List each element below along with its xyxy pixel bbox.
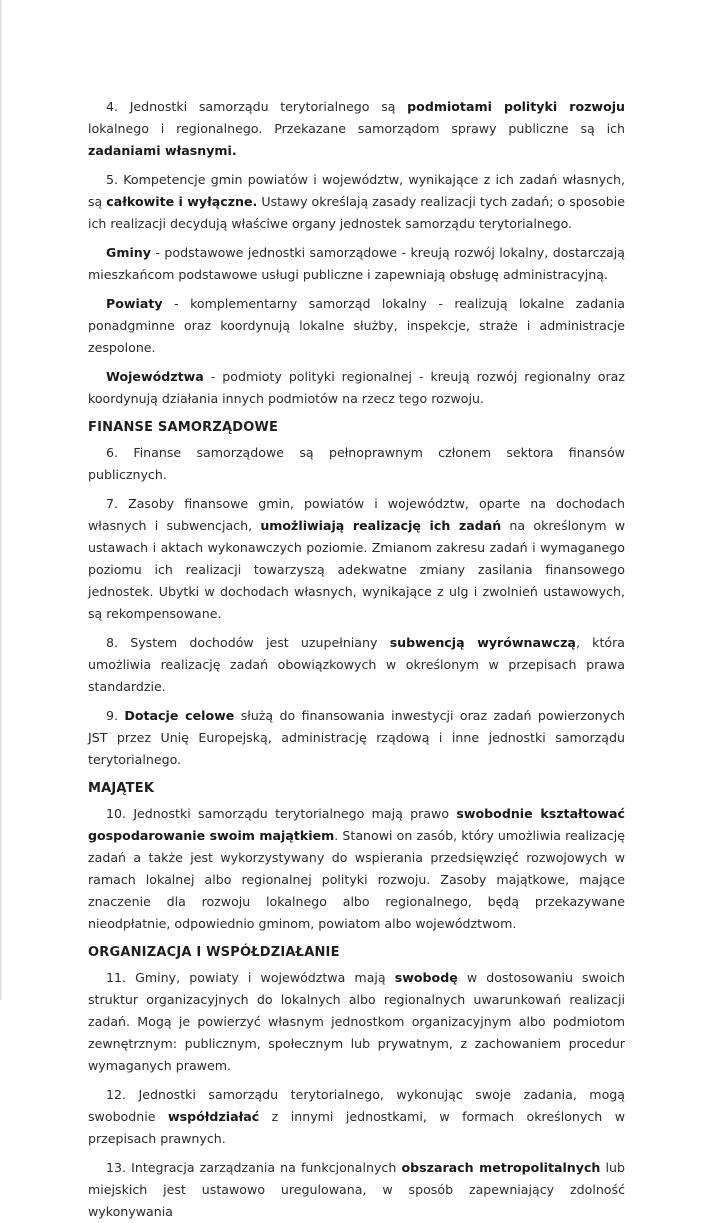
bold-phrase: swobodę (394, 970, 458, 985)
paragraph-7 (88, 493, 625, 625)
text-run: służą do finansowania inwestycji oraz zadań powierzonych JST przez Unię Europejską, administrację rządową i inne jednostki samorządu terytorialnego. (88, 708, 626, 767)
bold-phrase: subwencją wyrównawczą (389, 635, 576, 650)
text-run: na określonym w ustawach i aktach wykonawczych poziomie. Zmianom zakresu zadań i wymaganego poziomu ich realizacji towarzyszą adekwatne zmiany zasilania finansowego jednostek. Ubytki w dochodach własnych, wynikające z ulg i zwolnień ustawowych, są rekompensowane. (88, 518, 626, 621)
text-run: 5. Kompetencje gmin powiatów i województw, wynikające z ich zadań własnych, są (88, 172, 625, 209)
text-run: 10. Jednostki samorządu terytorialnego mają prawo (106, 806, 457, 821)
text-run: 9. (106, 708, 125, 723)
text-run: z innymi jednostkami, w formach określonych w przepisach prawnych. (88, 1109, 626, 1146)
heading-finanse: FINANSE SAMORZĄDOWE (88, 420, 279, 435)
bold-phrase: umożliwiają realizację ich zadań (260, 518, 502, 533)
paragraph-powiaty (88, 293, 625, 359)
bold-phrase: całkowite i wyłączne. (106, 194, 258, 209)
page-edge-shadow (0, 0, 3, 1000)
paragraph-10 (88, 803, 625, 935)
text-run: Ustawy określają zasady realizacji tych zadań; o sposobie ich realizacji decydują właściwe organy jednostek samorządu terytorialnego. (88, 194, 625, 231)
heading-majatek: MAJĄTEK (88, 781, 155, 796)
paragraph-5 (88, 169, 625, 235)
bold-phrase: zadaniami własnymi. (88, 143, 237, 158)
text-run: 13. Integracja zarządzania na funkcjonalnych (106, 1160, 402, 1175)
bold-phrase: podmiotami polityki rozwoju (407, 99, 625, 114)
text-run: 8. System dochodów jest uzupełniany (106, 635, 390, 650)
text-run: lokalnego i regionalnego. Przekazane samorządom sprawy publiczne są ich (88, 121, 625, 136)
paragraph-wojewodztwa (88, 366, 625, 410)
bold-phrase: obszarach metropolitalnych (401, 1160, 601, 1175)
text-run: - podmioty polityki regionalnej - kreują rozwój regionalny oraz koordynują działania innych podmiotów na rzecz tego rozwoju. (88, 369, 625, 406)
paragraph-9 (88, 705, 625, 771)
paragraph-gminy (88, 242, 625, 286)
text-run: 7. Zasoby finansowe gmin, powiatów i województw, oparte na dochodach własnych i subwencjach, (88, 496, 625, 533)
paragraph-4 (88, 96, 625, 162)
text-run: . Stanowi on zasób, który umożliwia realizację zadań a także jest wykorzystywany do wspierania przedsięwzięć rozwojowych w ramach lokalnej albo regionalnej polityki rozwoju. Zasoby majątkowe, mające znaczenie dla rozwoju lokalnego albo regionalnego, będą przekazywane nieodpłatnie, odpowiednio gminom, powiatom albo województwom. (88, 828, 626, 931)
text-run: 12. Jednostki samorządu terytorialnego, wykonując swoje zadania, mogą swobodnie (88, 1087, 625, 1124)
paragraph-8 (88, 632, 625, 698)
paragraph-12 (88, 1084, 625, 1150)
bold-phrase: Dotacje celowe (124, 708, 235, 723)
text-run: - podstawowe jednostki samorządowe - kreują rozwój lokalny, dostarczają mieszkańcom podstawowe usługi publiczne i zapewniają obsługę administracyjną. (88, 245, 625, 282)
bold-phrase: Województwa (106, 369, 204, 384)
paragraph-11 (88, 967, 625, 1077)
text-run: w dostosowaniu swoich struktur organizacyjnych do lokalnych albo regionalnych uwarunkowań realizacji zadań. Mogą je powierzyć własnym jednostkom organizacyjnym albo podmiotom zewnętrznym: publicznym, społecznym lub prywatnym, z zachowaniem procedur wymaganych prawem. (88, 970, 625, 1073)
paragraph-6: 6. Finanse samorządowe są pełnoprawnym członem sektora finansów publicznych. (88, 445, 625, 482)
text-run: 11. Gminy, powiaty i województwa mają (106, 970, 395, 985)
text-run: , która umożliwia realizację zadań obowiązkowych w określonym w przepisach prawa standardzie. (88, 635, 625, 694)
text-run: lub miejskich jest ustawowo uregulowana, w sposób zapewniający zdolność wykonywania (88, 1160, 626, 1219)
bold-phrase: współdziałać (167, 1109, 260, 1124)
text-run: 4. Jednostki samorządu terytorialnego są (106, 99, 408, 114)
heading-organizacja: ORGANIZACJA I WSPÓŁDZIAŁANIE (88, 945, 340, 960)
bold-phrase: Gminy (106, 245, 151, 260)
text-run: - komplementarny samorząd lokalny - realizują lokalne zadania ponadgminne oraz koordynują lokalne służby, inspekcje, straże i administracje zespolone. (88, 296, 625, 355)
paragraph-13 (88, 1157, 625, 1223)
bold-phrase: swobodnie kształtować gospodarowanie swoim majątkiem (88, 806, 626, 843)
bold-phrase: Powiaty (106, 296, 163, 311)
